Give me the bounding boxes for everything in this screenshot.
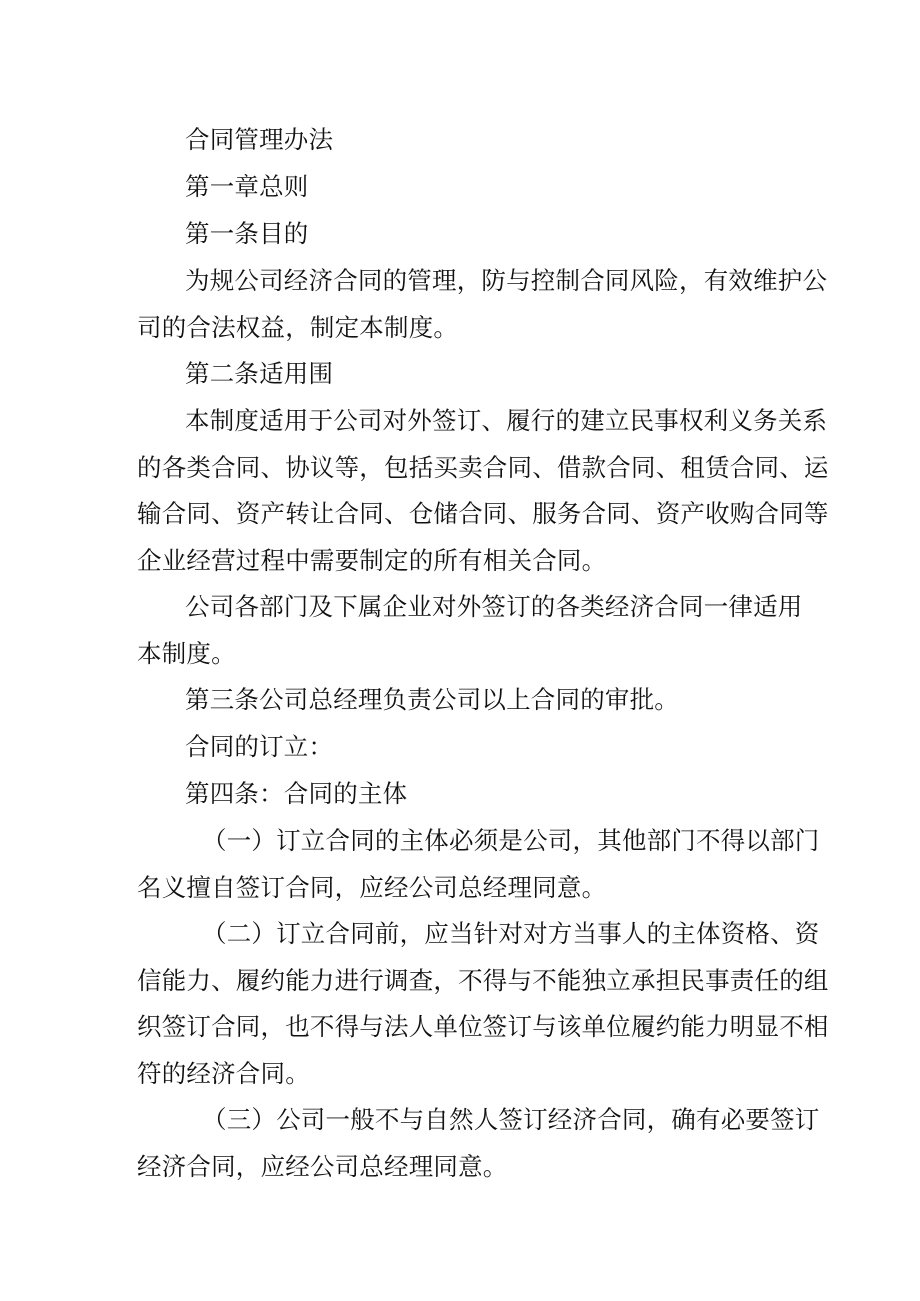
text-line: 本制度适用于公司对外签订、履行的建立民事权利义务关系 (185, 406, 828, 435)
text-line: （一）订立合同的主体必须是公司，其他部门不得以部门 (202, 826, 820, 855)
text-line: （三）公司一般不与自然人签订经济合同，确有必要签订 (202, 1105, 820, 1134)
text-line: 为规公司经济合同的管理，防与控制合同风险，有效维护公 (185, 266, 828, 295)
text-line: 第三条公司总经理负责公司以上合同的审批。 (185, 685, 679, 714)
text-line: 合同的订立： (185, 732, 334, 761)
text-line: 经济合同，应经公司总经理同意。 (137, 1151, 508, 1181)
text-line: 司的合法权益，制定本制度。 (137, 312, 459, 342)
text-line: 织签订合同，也不得与法人单位签订与该单位履约能力明显不相 (137, 1012, 829, 1041)
text-line: 符的经济合同。 (137, 1058, 310, 1088)
text-line: 合同管理办法 (185, 125, 334, 154)
text-line: 的各类合同、协议等，包括买卖合同、借款合同、租赁合同、运 (137, 452, 829, 482)
text-line: 本制度。 (137, 638, 236, 668)
text-line: 信能力、履约能力进行调查，不得与不能独立承担民事责任的组 (137, 965, 829, 995)
text-line: 公司各部门及下属企业对外签订的各类经济合同一律适用 (185, 592, 803, 621)
text-line: 输合同、资产转让合同、仓储合同、服务合同、资产收购合同等 (137, 499, 829, 528)
text-line: 名义擅自签订合同，应经公司总经理同意。 (137, 872, 607, 902)
text-line: 第四条：合同的主体 (185, 779, 408, 808)
text-line: （二）订立合同前，应当针对对方当事人的主体资格、资 (202, 919, 820, 948)
text-line: 第二条适用围 (185, 359, 334, 388)
text-line: 第一章总则 (185, 172, 309, 201)
text-line: 企业经营过程中需要制定的所有相关合同。 (137, 545, 607, 575)
text-line: 第一条目的 (185, 219, 309, 248)
